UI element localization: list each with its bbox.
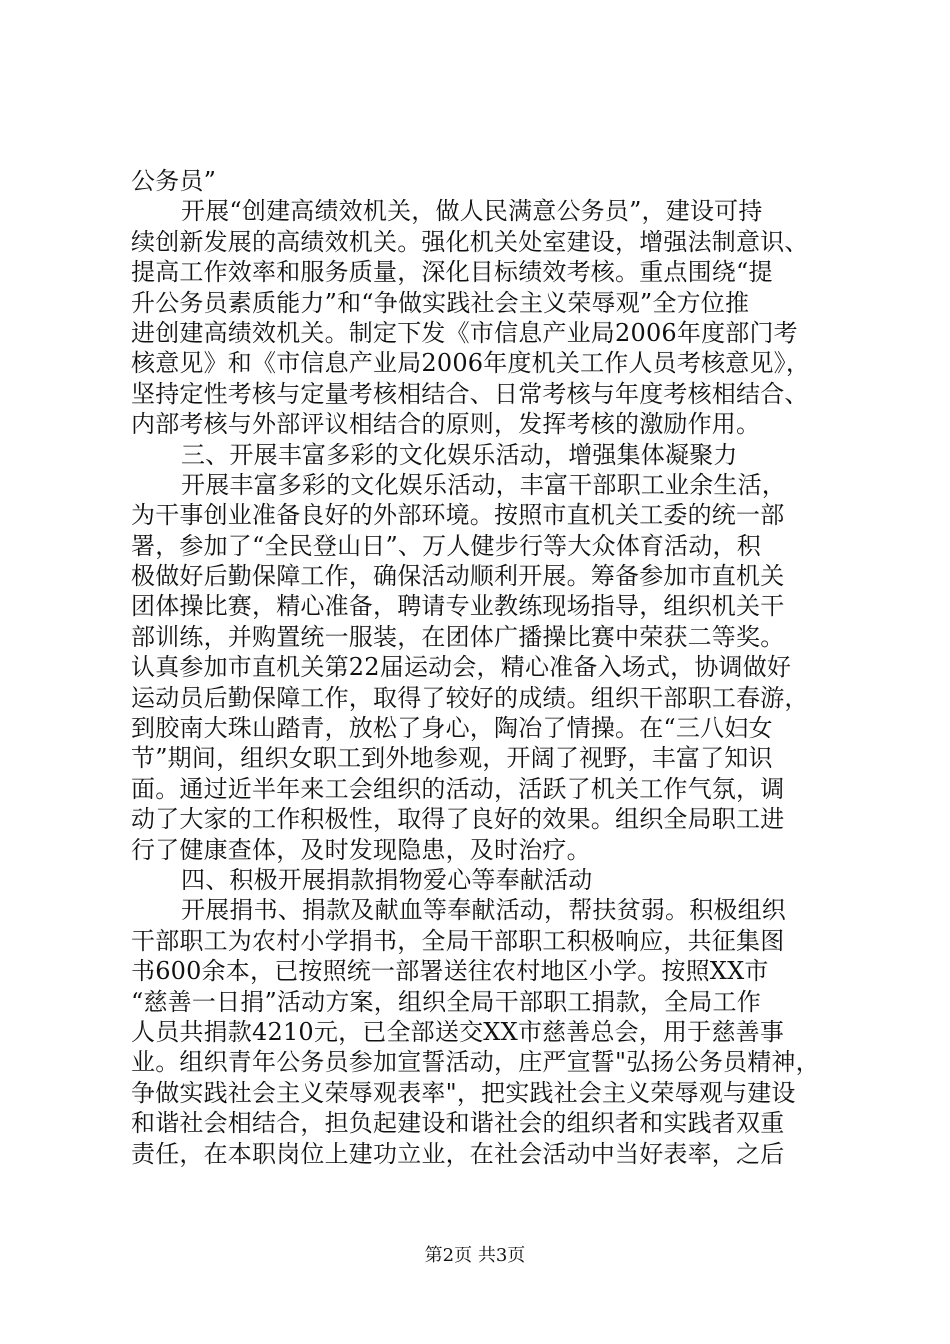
page-footer: 第2页 共3页	[424, 1245, 526, 1266]
text-line: 书600余本，已按照统一部署送往农村地区小学。按照XX市	[131, 957, 769, 986]
text-line: 提高工作效率和服务质量，深化目标绩效考核。重点围绕“提	[131, 258, 773, 287]
text-line: 升公务员素质能力”和“争做实践社会主义荣辱观”全方位推	[131, 288, 750, 317]
text-line: 业。组织青年公务员参加宣誓活动，庄严宣誓"弘扬公务员精神，	[131, 1048, 820, 1077]
text-line: 进创建高绩效机关。制定下发《市信息产业局2006年度部门考	[131, 318, 798, 347]
text-line: 面。通过近半年来工会组织的活动，活跃了机关工作气氛，调	[131, 774, 785, 803]
text-line: 署，参加了“全民登山日”、万人健步行等大众体育活动，积	[131, 531, 761, 560]
text-line: 干部职工为农村小学捐书，全局干部职工积极响应，共征集图	[131, 926, 785, 955]
paragraph-start-line: 开展“创建高绩效机关，做人民满意公务员”，建设可持	[181, 197, 763, 226]
text-line: 行了健康查体，及时发现隐患，及时治疗。	[131, 835, 591, 864]
text-line: 认真参加市直机关第22届运动会，精心准备入场式，协调做好	[131, 653, 792, 682]
text-line: 坚持定性考核与定量考核相结合、日常考核与年度考核相结合、	[131, 379, 809, 408]
paragraph-start-line: 开展丰富多彩的文化娱乐活动，丰富干部职工业余生活，	[181, 470, 786, 499]
text-line: 动了大家的工作积极性，取得了良好的效果。组织全局职工进	[131, 805, 785, 834]
text-line: 续创新发展的高绩效机关。强化机关处室建设，增强法制意识、	[131, 227, 809, 256]
text-line: “慈善一日捐”活动方案，组织全局干部职工捐款，全局工作	[131, 987, 761, 1016]
text-line: 核意见》和《市信息产业局2006年度机关工作人员考核意见》，	[131, 349, 811, 378]
section-heading-four: 四、积极开展捐款捐物爱心等奉献活动	[181, 865, 593, 894]
text-line: 责任，在本职岗位上建功立业，在社会活动中当好表率，之后	[131, 1139, 785, 1168]
text-line: 团体操比赛，精心准备，聘请专业教练现场指导，组织机关干	[131, 592, 785, 621]
text-line: 节”期间，组织女职工到外地参观，开阔了视野，丰富了知识	[131, 744, 773, 773]
text-line: 极做好后勤保障工作，确保活动顺利开展。筹备参加市直机关	[131, 562, 785, 591]
text-line: 争做实践社会主义荣辱观表率"，把实践社会主义荣辱观与建设	[131, 1078, 796, 1107]
text-line: 公务员”	[131, 167, 217, 195]
paragraph-start-line: 开展捐书、捐款及献血等奉献活动，帮扶贫弱。积极组织	[181, 896, 786, 925]
text-line: 和谐社会相结合，担负起建设和谐社会的组织者和实践者双重	[131, 1109, 785, 1138]
text-line: 人员共捐款4210元，已全部送交XX市慈善总会，用于慈善事	[131, 1017, 785, 1046]
section-heading-three: 三、开展丰富多彩的文化娱乐活动，增强集体凝聚力	[181, 440, 738, 469]
text-line: 部训练，并购置统一服装，在团体广播操比赛中荣获二等奖。	[131, 622, 785, 651]
document-body	[131, 166, 831, 1169]
text-line: 运动员后勤保障工作，取得了较好的成绩。组织干部职工春游，	[131, 683, 809, 712]
text-line: 到胶南大珠山踏青，放松了身心，陶冶了情操。在“三八妇女	[131, 714, 773, 743]
text-line: 为干事创业准备良好的外部环境。按照市直机关工委的统一部	[131, 501, 785, 530]
text-line: 内部考核与外部评议相结合的原则，发挥考核的激励作用。	[131, 410, 761, 439]
